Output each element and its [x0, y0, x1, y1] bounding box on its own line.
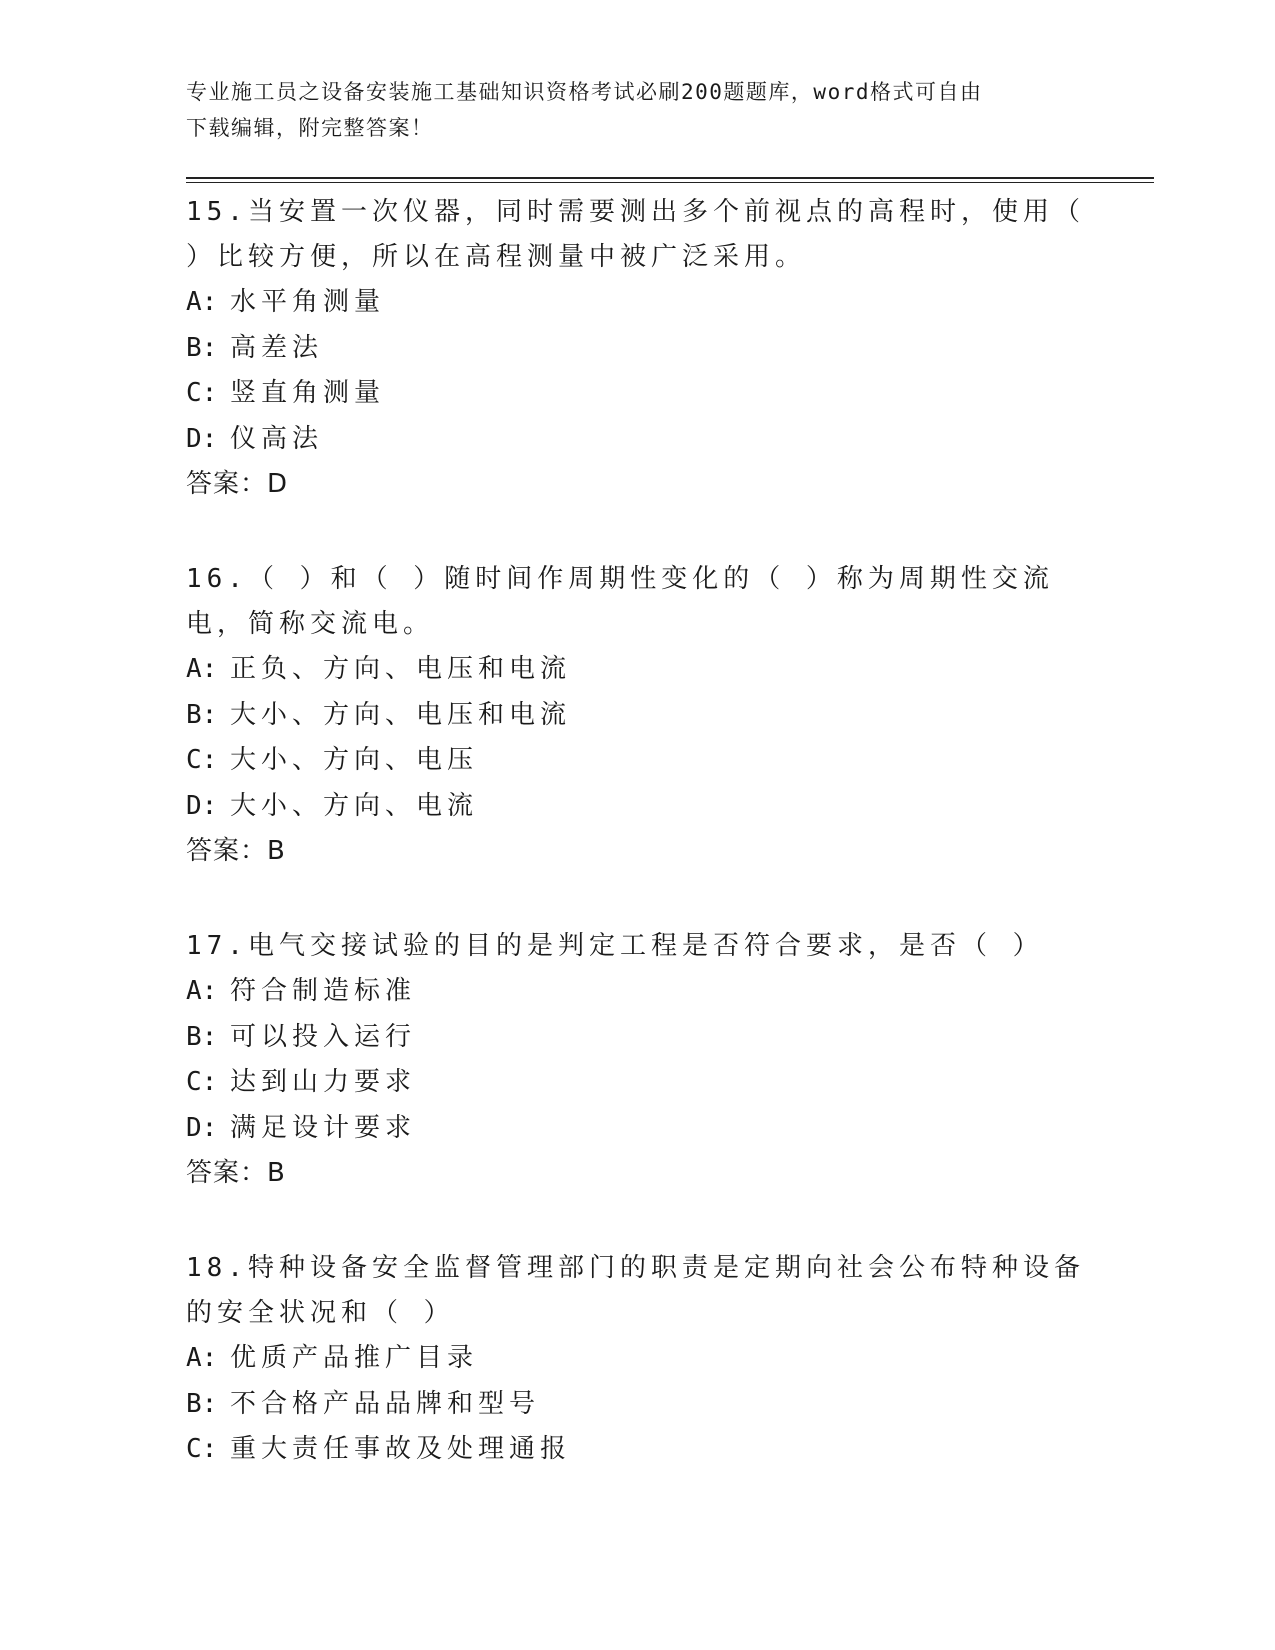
option-key: A: [186, 1343, 218, 1373]
option-key: B: [186, 1388, 218, 1419]
option-text: 大小、方向、电压 [230, 745, 479, 775]
option-c [186, 738, 1086, 784]
option-key: B: [186, 699, 218, 730]
header-line-1: 专业施工员之设备安装施工基础知识资格考试必刷200题题库，word格式可自由 [186, 80, 983, 104]
question-17 [186, 922, 1086, 1196]
option-text: 重大责任事故及处理通报 [230, 1434, 572, 1464]
option-text: 不合格产品品牌和型号 [230, 1388, 541, 1419]
option-a [186, 647, 1086, 693]
option-d [186, 784, 1086, 830]
question-15 [186, 188, 1086, 507]
option-text: 高差法 [230, 332, 324, 363]
question-stem: 15.当安置一次仪器，同时需要测出多个前视点的高程时，使用（ ）比较方便，所以在高程测量中被广泛采用。 [186, 197, 1085, 272]
option-b [186, 693, 1086, 739]
option-text: 满足设计要求 [230, 1112, 417, 1143]
option-key: D: [186, 790, 218, 821]
question-stem: 16.（ ）和（ ）随时间作周期性变化的（ ）称为周期性交流电，简称交流电。 [186, 564, 1054, 639]
option-b [186, 1382, 1086, 1428]
option-key: B: [186, 1021, 218, 1052]
option-text: 优质产品推广目录 [230, 1343, 479, 1373]
option-key: A: [186, 976, 218, 1006]
option-key: D: [186, 423, 218, 454]
option-b [186, 326, 1086, 372]
option-text: 水平角测量 [230, 287, 386, 317]
answer-label: 答案：D [186, 469, 289, 499]
option-text: 符合制造标准 [230, 976, 417, 1006]
option-key: D: [186, 1112, 218, 1143]
header-divider-thick [186, 177, 1154, 179]
option-c [186, 371, 1086, 417]
option-text: 大小、方向、电压和电流 [230, 699, 572, 730]
option-text: 竖直角测量 [230, 378, 386, 408]
answer-label: 答案：B [186, 836, 286, 866]
option-key: B: [186, 332, 218, 363]
question-18 [186, 1244, 1086, 1473]
option-key: C: [186, 745, 218, 775]
question-list [186, 188, 1086, 1521]
option-a [186, 969, 1086, 1015]
option-d [186, 1106, 1086, 1152]
option-text: 正负、方向、电压和电流 [230, 654, 572, 684]
option-c [186, 1427, 1086, 1473]
option-c [186, 1060, 1086, 1106]
question-stem: 18.特种设备安全监督管理部门的职责是定期向社会公布特种设备的安全状况和（ ） [186, 1253, 1085, 1328]
option-a [186, 1336, 1086, 1382]
option-a [186, 280, 1086, 326]
option-text: 达到山力要求 [230, 1067, 417, 1097]
header-divider-thin [186, 182, 1154, 183]
question-stem: 17.电气交接试验的目的是判定工程是否符合要求，是否（ ） [186, 931, 1044, 961]
option-key: A: [186, 654, 218, 684]
option-key: C: [186, 1067, 218, 1097]
option-key: C: [186, 378, 218, 408]
option-text: 仪高法 [230, 423, 324, 454]
option-text: 可以投入运行 [230, 1021, 417, 1052]
question-16 [186, 555, 1086, 874]
answer-label: 答案：B [186, 1158, 286, 1188]
header-line-2: 下载编辑，附完整答案！ [186, 116, 434, 140]
option-b [186, 1015, 1086, 1061]
document-header [186, 74, 1066, 146]
option-text: 大小、方向、电流 [230, 790, 479, 821]
option-d [186, 417, 1086, 463]
option-key: C: [186, 1434, 218, 1464]
option-key: A: [186, 287, 218, 317]
